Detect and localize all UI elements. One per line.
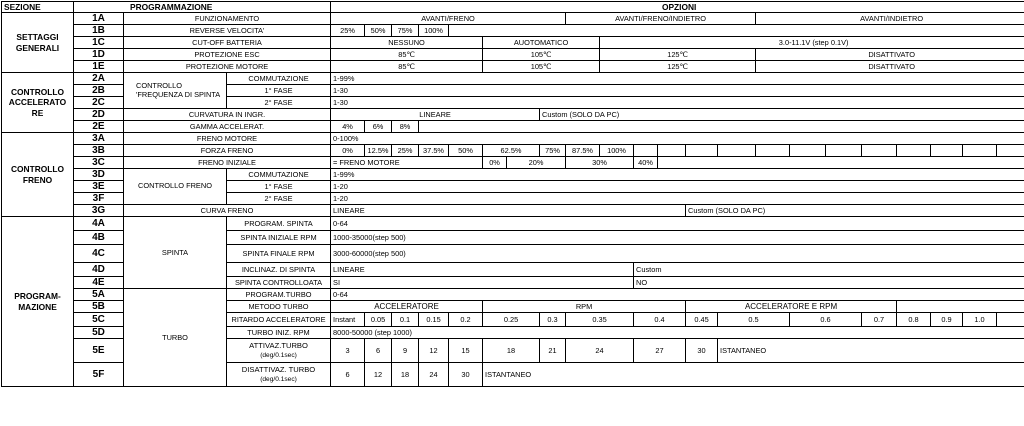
row-code: 4B [74, 231, 124, 245]
option-cell: 0.8 [897, 313, 931, 327]
param-label: RITARDO ACCELERATORE [227, 313, 331, 327]
option-cell: DISATTIVATO [756, 61, 1024, 73]
option-cell: AVANTI/INDIETRO [756, 13, 1024, 25]
option-cell: 0.7 [862, 313, 897, 327]
row-code: 5A [74, 289, 124, 301]
param-label: PROGRAM. SPINTA [227, 217, 331, 231]
param-label: 1° FASE [227, 85, 331, 97]
option-cell: 85℃ [331, 49, 483, 61]
programming-table [1, 1, 1024, 387]
param-group-label: CONTROLLO 'FREQUENZA DI SPINTA [124, 73, 227, 109]
option-cell: 6 [365, 339, 392, 363]
option-cell: 3.0-11.1V (step 0.1V) [600, 37, 1024, 49]
row-code: 3E [74, 181, 124, 193]
option-cell: ISTANTANEO [483, 363, 1024, 387]
option-cell: 0.15 [419, 313, 449, 327]
option-cell: 6% [365, 121, 392, 133]
option-cell: 0.25 [483, 313, 540, 327]
option-cell: 100% [600, 145, 634, 157]
option-cell: 0% [483, 157, 507, 169]
option-cell: Custom (SOLO DA PC) [686, 205, 1024, 217]
option-cell: 30 [686, 339, 718, 363]
empty-cell [658, 145, 686, 157]
row-code: 4A [74, 217, 124, 231]
row-code: 5B [74, 301, 124, 313]
param-label: PROGRAM.TURBO [227, 289, 331, 301]
param-label: 2° FASE [227, 193, 331, 205]
option-cell: 8% [392, 121, 419, 133]
section-settaggi-generali: SETTAGGI GENERALI [2, 13, 74, 73]
option-cell: 40% [634, 157, 658, 169]
empty-cell [756, 145, 790, 157]
param-label: SPINTA FINALE RPM [227, 245, 331, 263]
param-label: 1° FASE [227, 181, 331, 193]
option-cell: 0.1 [392, 313, 419, 327]
row-code: 1D [74, 49, 124, 61]
option-cell: 12.5% [365, 145, 392, 157]
section-controllo-acceleratore: CONTROLLO ACCELERATO RE [2, 73, 74, 133]
section-programmazione: PROGRAM- MAZIONE [2, 217, 74, 387]
param-label: PROTEZIONE MOTORE [124, 61, 331, 73]
option-cell: 18 [483, 339, 540, 363]
option-cell: 125℃ [600, 61, 756, 73]
option-cell: Custom [634, 263, 1024, 277]
option-cell: 87.5% [566, 145, 600, 157]
row-code: 2A [74, 73, 124, 85]
option-cell: 0.5 [718, 313, 790, 327]
row-code: 3A [74, 133, 124, 145]
empty-cell [718, 145, 756, 157]
row-code: 4E [74, 277, 124, 289]
row-code: 1B [74, 25, 124, 37]
option-cell: 0.35 [566, 313, 634, 327]
option-cell: 12 [365, 363, 392, 387]
option-cell: 25% [331, 25, 365, 37]
param-group-label: TURBO [124, 289, 227, 387]
option-cell: AVANTI/FRENO [331, 13, 566, 25]
option-cell: 75% [392, 25, 419, 37]
param-label: FUNZIONAMENTO [124, 13, 331, 25]
param-label: FRENO MOTORE [124, 133, 331, 145]
option-cell: 105℃ [483, 61, 600, 73]
param-label: DISATTIVAZ. TURBO (deg/0.1sec) [227, 363, 331, 387]
option-cell: 3 [331, 339, 365, 363]
option-cell: LINEARE [331, 205, 686, 217]
option-cell: 21 [540, 339, 566, 363]
option-cell: LINEARE [331, 109, 540, 121]
param-label: SPINTA INIZIALE RPM [227, 231, 331, 245]
option-cell: = FRENO MOTORE [331, 157, 483, 169]
option-cell: 1-99% [331, 169, 1024, 181]
param-label: COMMUTAZIONE [227, 73, 331, 85]
option-cell: 1-20 [331, 193, 1024, 205]
option-cell: 18 [392, 363, 419, 387]
option-cell: 50% [365, 25, 392, 37]
param-label: REVERSE VELOCITA' [124, 25, 331, 37]
param-label: SPINTA CONTROLLOATA [227, 277, 331, 289]
option-cell: 25% [392, 145, 419, 157]
option-cell: 85℃ [331, 61, 483, 73]
param-label: CURVATURA IN INGR. [124, 109, 331, 121]
row-code: 4C [74, 245, 124, 263]
row-code: 3B [74, 145, 124, 157]
empty-cell [862, 145, 897, 157]
header-sezione: SEZIONE [2, 2, 74, 13]
option-cell: ISTANTANEO [718, 339, 1024, 363]
option-cell: 75% [540, 145, 566, 157]
option-cell: Instant [331, 313, 365, 327]
param-group-label: CONTROLLO FRENO [124, 169, 227, 205]
option-cell: 1.0 [963, 313, 997, 327]
empty-cell [686, 145, 718, 157]
row-code: 3D [74, 169, 124, 181]
section-controllo-freno: CONTROLLO FRENO [2, 133, 74, 217]
option-cell: 1-30 [331, 97, 1024, 109]
option-cell: 1-30 [331, 85, 1024, 97]
row-code: 2D [74, 109, 124, 121]
option-cell: 0.9 [931, 313, 963, 327]
option-cell: LINEARE [331, 263, 634, 277]
row-code: 5D [74, 327, 124, 339]
param-label: GAMMA ACCELERAT. [124, 121, 331, 133]
param-label: INCLINAZ. DI SPINTA [227, 263, 331, 277]
param-label: COMMUTAZIONE [227, 169, 331, 181]
option-cell: AUOTOMATICO [483, 37, 600, 49]
option-cell: 62.5% [483, 145, 540, 157]
option-cell: 125℃ [600, 49, 756, 61]
option-cell: 8000-50000 (step 1000) [331, 327, 1024, 339]
row-code: 5C [74, 313, 124, 327]
option-cell: Custom (SOLO DA PC) [540, 109, 1024, 121]
param-group-label: SPINTA [124, 217, 227, 289]
option-cell: 4% [331, 121, 365, 133]
param-label: 2° FASE [227, 97, 331, 109]
empty-cell [931, 145, 963, 157]
param-label: FRENO INIZIALE [124, 157, 331, 169]
option-cell: 0.4 [634, 313, 686, 327]
row-code: 3G [74, 205, 124, 217]
empty-cell [634, 145, 658, 157]
option-cell: 0.2 [449, 313, 483, 327]
row-code: 5F [74, 363, 124, 387]
option-cell: 0-64 [331, 289, 1024, 301]
header-opzioni: OPZIONI [331, 2, 1024, 13]
header-row [2, 2, 1024, 13]
empty-cell [419, 121, 1024, 133]
param-label: FORZA FRENO [124, 145, 331, 157]
row-code: 1C [74, 37, 124, 49]
param-label: TURBO INIZ. RPM [227, 327, 331, 339]
option-cell: 27 [634, 339, 686, 363]
option-cell: 105℃ [483, 49, 600, 61]
option-cell: RPM [483, 301, 686, 313]
empty-cell [963, 145, 997, 157]
empty-cell [449, 25, 1024, 37]
header-programmazione: PROGRAMMAZIONE [74, 2, 331, 13]
option-cell: AVANTI/FRENO/INDIETRO [566, 13, 756, 25]
option-cell: 37.5% [419, 145, 449, 157]
option-cell: 24 [566, 339, 634, 363]
option-cell: 6 [331, 363, 365, 387]
option-cell: 0.3 [540, 313, 566, 327]
option-cell: NESSUNO [331, 37, 483, 49]
row-code: 4D [74, 263, 124, 277]
row-code: 3C [74, 157, 124, 169]
option-cell: 9 [392, 339, 419, 363]
row-code: 5E [74, 339, 124, 363]
option-cell: 30% [566, 157, 634, 169]
option-cell: 12 [419, 339, 449, 363]
option-cell: NO [634, 277, 1024, 289]
option-cell: 0% [331, 145, 365, 157]
empty-cell [826, 145, 862, 157]
option-cell: 0.6 [790, 313, 862, 327]
option-cell: ACCELERATORE [331, 301, 483, 313]
option-cell: 24 [419, 363, 449, 387]
option-cell: 1-99% [331, 73, 1024, 85]
option-cell: 50% [449, 145, 483, 157]
option-cell: 100% [419, 25, 449, 37]
option-cell: SI [331, 277, 634, 289]
param-label: CUT-OFF BATTERIA [124, 37, 331, 49]
option-cell: 0.45 [686, 313, 718, 327]
option-cell: 0-100% [331, 133, 1024, 145]
param-label: ATTIVAZ.TURBO (deg/0.1sec) [227, 339, 331, 363]
param-label: CURVA FRENO [124, 205, 331, 217]
option-cell: 20% [507, 157, 566, 169]
option-cell: 0.05 [365, 313, 392, 327]
empty-cell [658, 157, 1024, 169]
row-code: 1A [74, 13, 124, 25]
row-code: 2C [74, 97, 124, 109]
empty-cell [897, 301, 1024, 313]
empty-cell [790, 145, 826, 157]
option-cell: 30 [449, 363, 483, 387]
param-label: PROTEZIONE ESC [124, 49, 331, 61]
row-code: 1E [74, 61, 124, 73]
option-cell: 3000-60000(step 500) [331, 245, 1024, 263]
param-label: METODO TURBO [227, 301, 331, 313]
option-cell: 1000-35000(step 500) [331, 231, 1024, 245]
row-code: 2B [74, 85, 124, 97]
option-cell: DISATTIVATO [756, 49, 1024, 61]
row-code: 2E [74, 121, 124, 133]
option-cell: 1-20 [331, 181, 1024, 193]
option-cell: 0-64 [331, 217, 1024, 231]
option-cell: ACCELERATORE E RPM [686, 301, 897, 313]
option-cell: 15 [449, 339, 483, 363]
row-code: 3F [74, 193, 124, 205]
empty-cell [897, 145, 931, 157]
